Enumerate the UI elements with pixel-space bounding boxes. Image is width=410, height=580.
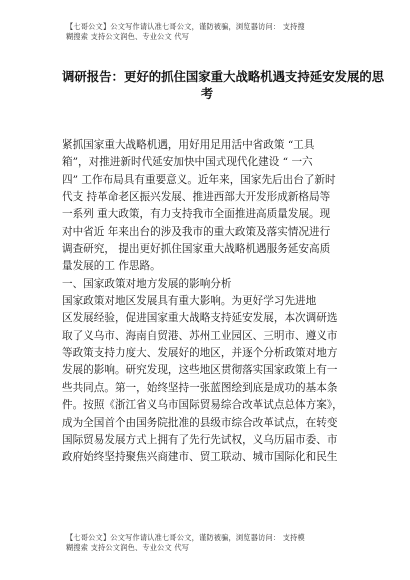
footer-banner-line: 【七哥公文】公文写作请认准七哥公文，谨防被骗，浏览器访问： 支持模: [66, 533, 305, 542]
document-title-line: 调研报告：更好的抓住国家重大战略机遇支持延安发展的思: [62, 69, 385, 84]
body-line: 对中省近 年来出台的涉及我市的重大政策及落实情况进行: [62, 225, 331, 238]
body-line: 一系列 重大政策，有力支持我市全面推进高质量发展。现: [62, 208, 331, 221]
body-line: 些共同点。第一，始终坚持一张蓝图绘到底是成功的基本条: [62, 381, 338, 394]
header-banner-line: 糊搜索 支持公文润色、专业公文 代写: [66, 32, 190, 41]
body-line: 量发展的工 作思路。: [62, 260, 161, 273]
body-line: 国家政策对地区发展具有重大影响。为更好学习先进地: [62, 295, 317, 308]
body-line: 四” 工作布局具有重要意义。近年来，国家先后出台了新时: [62, 173, 336, 186]
body-line: 国际贸易发展方式上拥有了先行先试权，义乌历届市委、市: [62, 433, 338, 446]
section-heading: 一、国家政策对地方发展的影响分析: [62, 277, 232, 290]
document-title: [62, 68, 385, 102]
document-body: [62, 137, 352, 467]
document-title-line: 考: [200, 86, 214, 101]
header-banner: [66, 22, 356, 42]
body-line: 取了义乌市、海南自贸港、苏州工业园区、三明市、遵义市: [62, 329, 338, 342]
footer-banner-line: 糊搜索 支持公文润色、专业公文 代写: [66, 543, 190, 552]
body-line: 箱”，对推进新时代延安加快中国式现代化建设 “ 一六: [62, 156, 313, 169]
body-line: 紧抓国家重大战略机遇，用好用足用活中省政策 “工具: [62, 139, 315, 151]
body-line: 件。按照《浙江省义乌市国际贸易综合改革试点总体方案》，: [62, 399, 343, 412]
body-line: 等政策支持力度大、发展好的地区，并逐个分析政策对地方: [62, 347, 338, 360]
body-line: 成为全国首个由国务院批准的县级市综合改革试点，在转变: [62, 416, 338, 429]
header-banner-line: 【七哥公文】公文写作请认准七哥公文，谨防被骗，浏览器访问： 支持搜: [66, 22, 305, 31]
body-line: 政府始终坚持聚焦兴商建市、贸工联动、城市国际化和民生: [62, 451, 338, 464]
body-line: 发展的影响。研究发现，这些地区贯彻落实国家政策上有一: [62, 364, 338, 377]
body-line: 调查研究， 提出更好抓住国家重大战略机遇服务延安高质: [62, 243, 331, 256]
footer-banner: [66, 533, 356, 553]
body-line: 代支 持革命老区振兴发展、推进西部大开发形成新格局等: [62, 191, 331, 204]
body-line: 区发展经验，促进国家重大战略支持延安发展，本次调研选: [62, 312, 338, 325]
